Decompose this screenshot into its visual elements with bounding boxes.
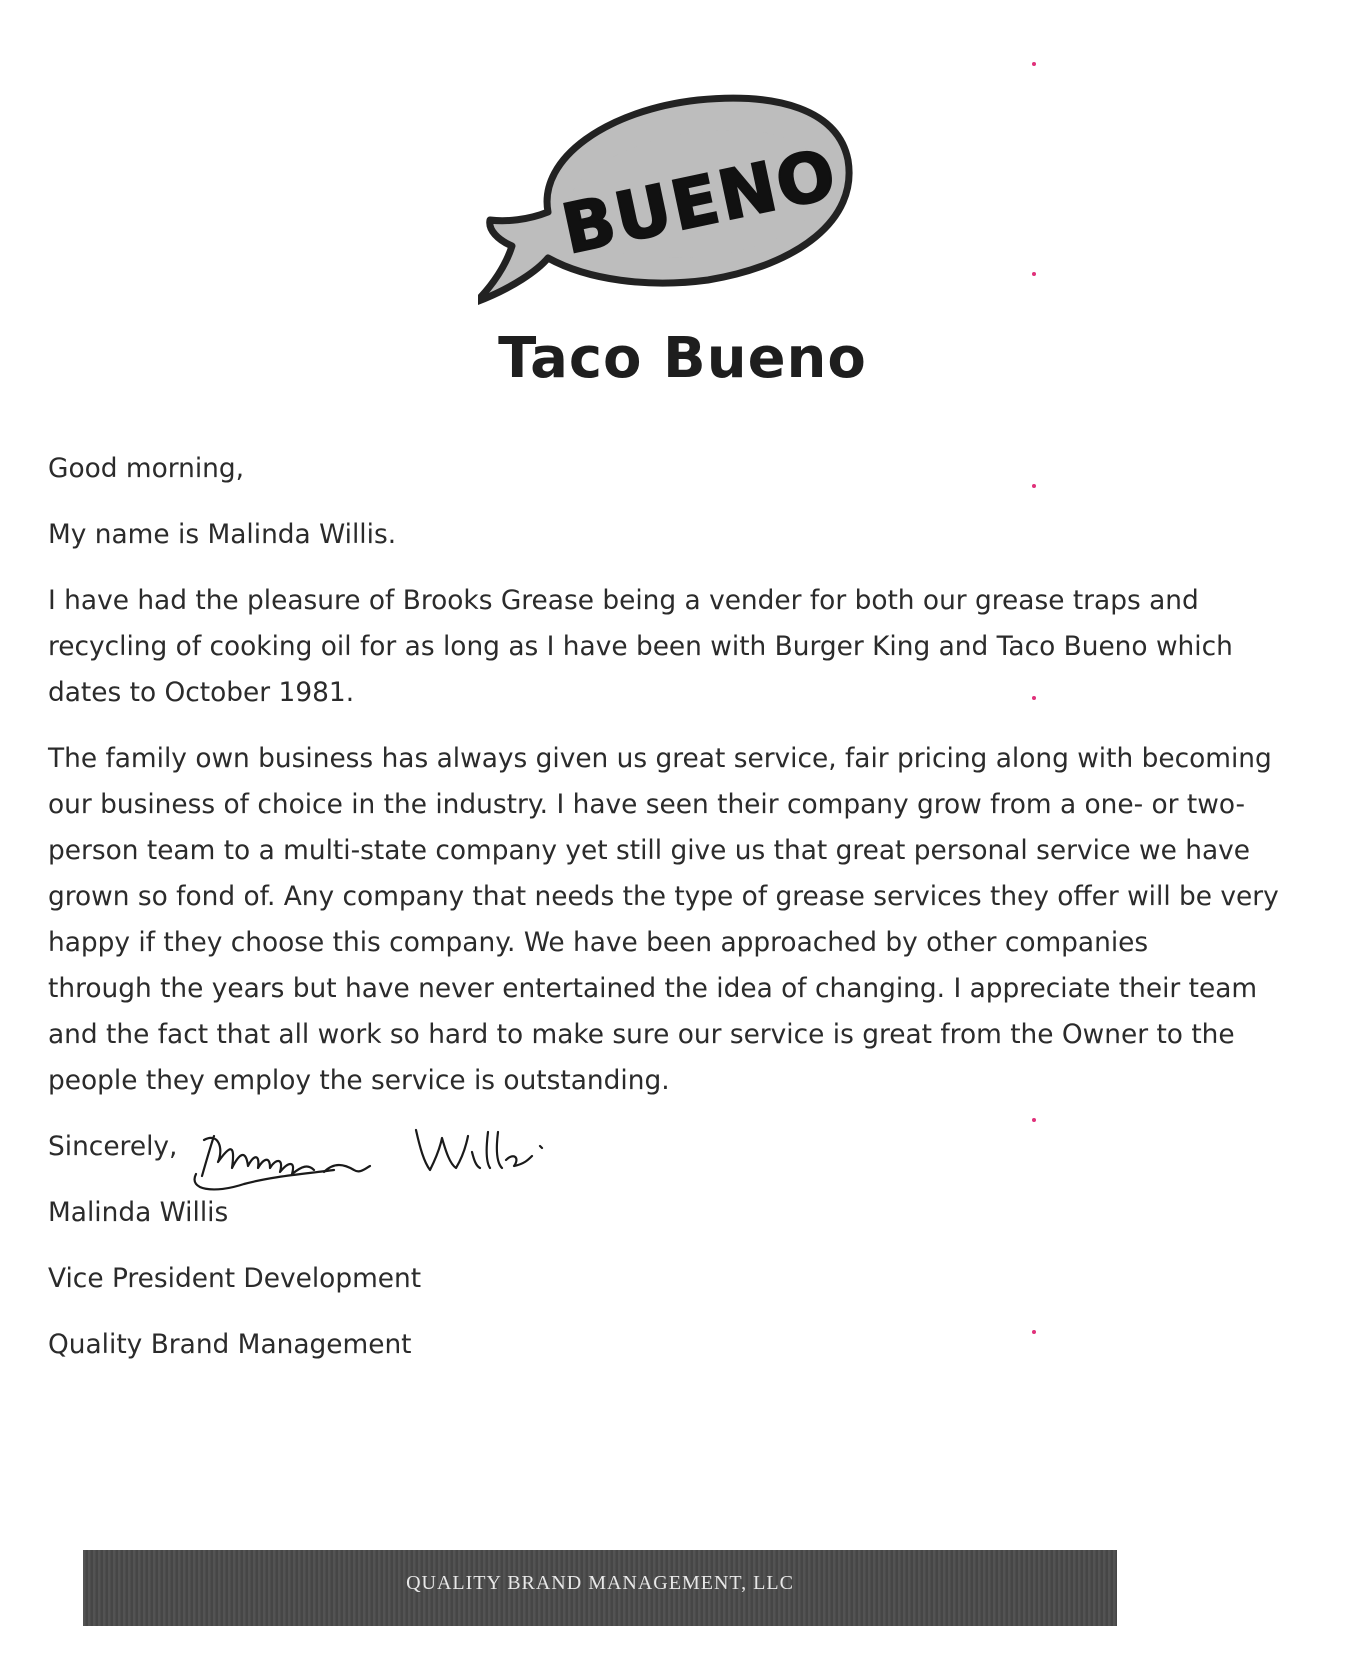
logo-bubble-text: BUENO xyxy=(555,134,845,271)
paragraph-2 xyxy=(48,736,1308,1104)
intro: My name is Malinda Willis. xyxy=(48,519,397,550)
paragraph-1-line: recycling of cooking oil for as long as I have been with Burger King and Taco Bueno which xyxy=(48,631,1233,662)
footer-bar xyxy=(83,1550,1117,1626)
footer-text: QUALITY BRAND MANAGEMENT, LLC xyxy=(406,1572,794,1594)
scan-artifact-dot xyxy=(1032,272,1036,276)
paragraph-2-line: our business of choice in the industry. I have seen their company grow from a one- or two- xyxy=(48,789,1246,820)
brand-name: Taco Bueno xyxy=(498,326,867,391)
paragraph-2-line: and the fact that all work so hard to make sure our service is great from the Owner to the xyxy=(48,1019,1235,1050)
paragraph-2-line: person team to a multi-state company yet still give us that great personal service we have xyxy=(48,835,1251,866)
paragraph-2-line: grown so fond of. Any company that needs the type of grease services they offer will be very xyxy=(48,881,1279,912)
scan-artifact-dot xyxy=(1032,62,1036,66)
greeting: Good morning, xyxy=(48,453,245,484)
closing: Sincerely, xyxy=(48,1131,178,1162)
paragraph-2-line: through the years but have never entertained the idea of changing. I appreciate their team xyxy=(48,973,1258,1004)
paragraph-1-line: I have had the pleasure of Brooks Grease being a vender for both our grease traps and xyxy=(48,585,1199,616)
signer-name: Malinda Willis xyxy=(48,1197,229,1228)
paragraph-2-line: people they employ the service is outstanding. xyxy=(48,1065,670,1096)
paragraph-1 xyxy=(48,578,1308,716)
signer-company: Quality Brand Management xyxy=(48,1329,412,1360)
scan-artifact-dot xyxy=(1032,1118,1036,1122)
scan-artifact-dot xyxy=(1032,1330,1036,1334)
paragraph-2-line: happy if they choose this company. We have been approached by other companies xyxy=(48,927,1149,958)
paragraph-1-line: dates to October 1981. xyxy=(48,677,355,708)
paragraph-2-line: The family own business has always given us great service, fair pricing along with becoming xyxy=(48,743,1272,774)
signer-title: Vice President Development xyxy=(48,1263,422,1294)
scan-artifact-dot xyxy=(1032,696,1036,700)
handwritten-signature xyxy=(184,1118,564,1198)
scan-artifact-dot xyxy=(1032,484,1036,488)
